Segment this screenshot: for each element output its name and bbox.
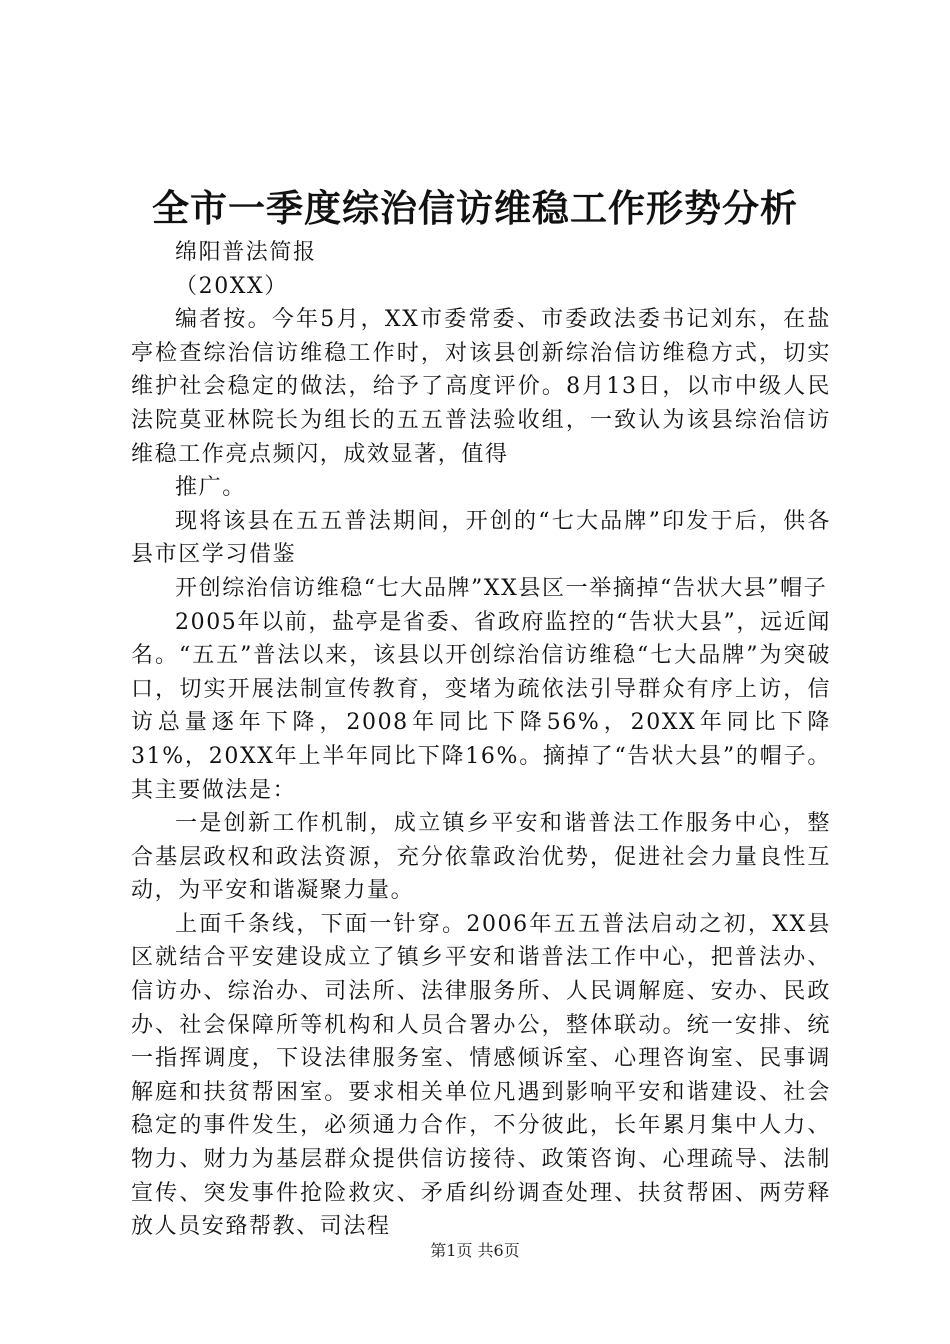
page-footer: 第1页 共6页: [430, 1241, 520, 1260]
paragraph-source: 绵阳普法简报: [175, 240, 317, 265]
paragraph-background: 2005年以前，盐亭是省委、省政府监控的“告状大县”，远近闻名。“五五”普法以来，该县以开创综治信访维稳“七大品牌”为突破口，切实开展法制宣传教育，变堵为疏依法引导群众有序上访，信访总量逐年下降，2008年同比下降56%，20XX年同比下降31%，20XX年上半年同比下降16%。摘掉了“告状大县”的帽子。其主要做法是：: [131, 609, 831, 803]
paragraph-subtitle: 开创综治信访维稳“七大品牌”XX县区一举摘掉“告状大县”帽子: [175, 575, 828, 601]
paragraph-details: 上面千条线，下面一针穿。2006年五五普法启动之初，XX县区就结合平安建设成立了镇乡平安和谐普法工作中心，把普法办、信访办、综治办、司法所、法律服务所、人民调解庭、安办、民政办、社会保障所等机构和人员合署办公，整体联动。统一安排、统一指挥调度，下设法律服务室、情感倾诉室、心理咨询室、民事调解庭和扶贫帮困室。要求相关单位凡遇到影响平安和谐建设、社会稳定的事件发生，必须通力合作，不分彼此，长年累月集中人力、物力、财力为基层群众提供信访接待、政策咨询、心理疏导、法制宣传、突发事件抢险救灾、矛盾纠纷调查处理、扶贫帮困、两劳释放人员安臵帮教、司法程: [131, 911, 831, 1240]
paragraph-issue: （20XX）: [175, 273, 288, 299]
paragraph-distribution: 现将该县在五五普法期间，开创的“七大品牌”印发于后，供各县市区学习借鉴: [131, 508, 831, 568]
paragraph-editor-note: 编者按。今年5月，XX市委常委、市委政法委书记刘东，在盐亭检查综治信访维稳工作时，对该县创新综治信访维稳方式，切实维护社会稳定的做法，给予了高度评价。8月13日，以市中级人民法院莫亚林院长为组长的五五普法验收组，一致认为该县综治信访维稳工作亮点频闪，成效显著，值得: [131, 307, 831, 467]
paragraph-promote: 推广。: [175, 475, 246, 501]
document-body: [131, 236, 831, 1244]
paragraph-point-one: 一是创新工作机制，成立镇乡平安和谐普法工作服务中心，整合基层政权和政法资源，充分依靠政治优势，促进社会力量良性互动，为平安和谐凝聚力量。: [131, 811, 831, 904]
document-title: 全市一季度综治信访维稳工作形势分析: [152, 186, 798, 230]
